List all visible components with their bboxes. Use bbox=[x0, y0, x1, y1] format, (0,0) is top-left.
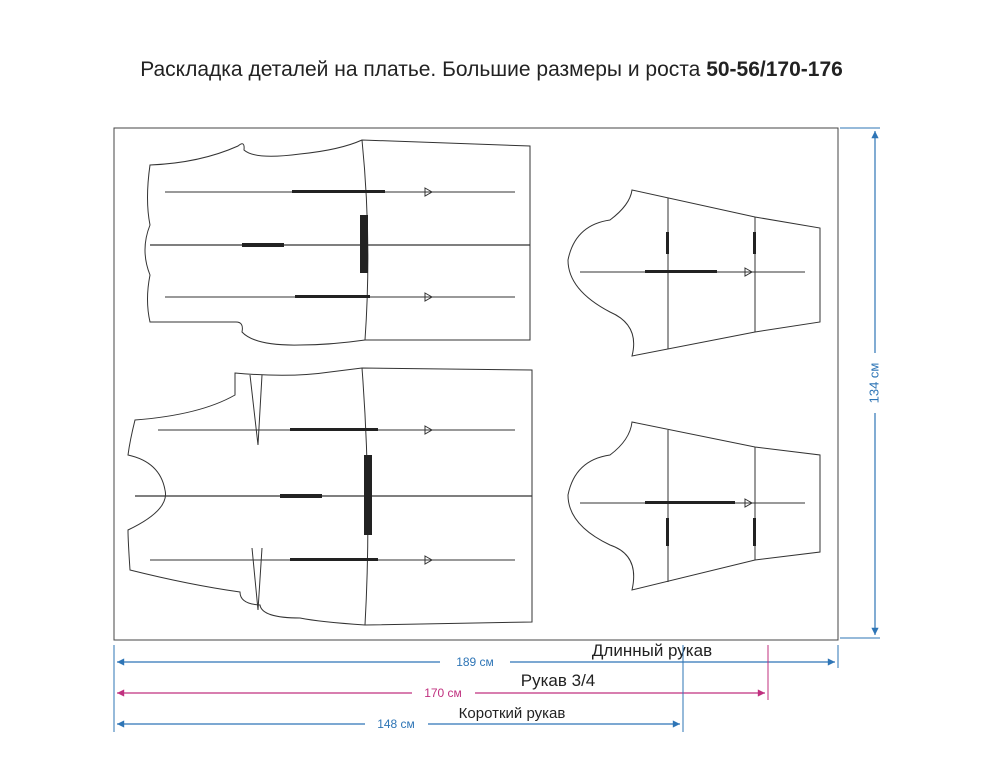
height-dimension bbox=[840, 128, 881, 638]
pattern-piece-sleeve-lower bbox=[568, 422, 820, 590]
short-sleeve-label: Короткий рукав bbox=[458, 705, 566, 722]
width-short-label: 148 см bbox=[377, 717, 415, 731]
piece-markings-sleeve-lower bbox=[645, 501, 756, 546]
title-text: Раскладка деталей на платье. Большие размеры и роста bbox=[140, 58, 707, 81]
fabric-outline bbox=[114, 128, 838, 640]
piece-markings-sleeve-upper bbox=[645, 232, 756, 273]
title-sizes: 50-56/170-176 bbox=[706, 58, 843, 81]
three-quarter-sleeve-label: Рукав 3/4 bbox=[520, 671, 596, 690]
pattern-piece-front bbox=[128, 368, 532, 625]
piece-markings-front bbox=[280, 428, 378, 561]
width-long-label: 189 см bbox=[456, 655, 494, 669]
piece-markings-back bbox=[242, 190, 385, 298]
width-three-quarter-label: 170 см bbox=[424, 686, 462, 700]
pattern-piece-back bbox=[145, 140, 530, 345]
height-label: 134 см bbox=[866, 362, 882, 404]
long-sleeve-label: Длинный рукав bbox=[591, 641, 713, 660]
